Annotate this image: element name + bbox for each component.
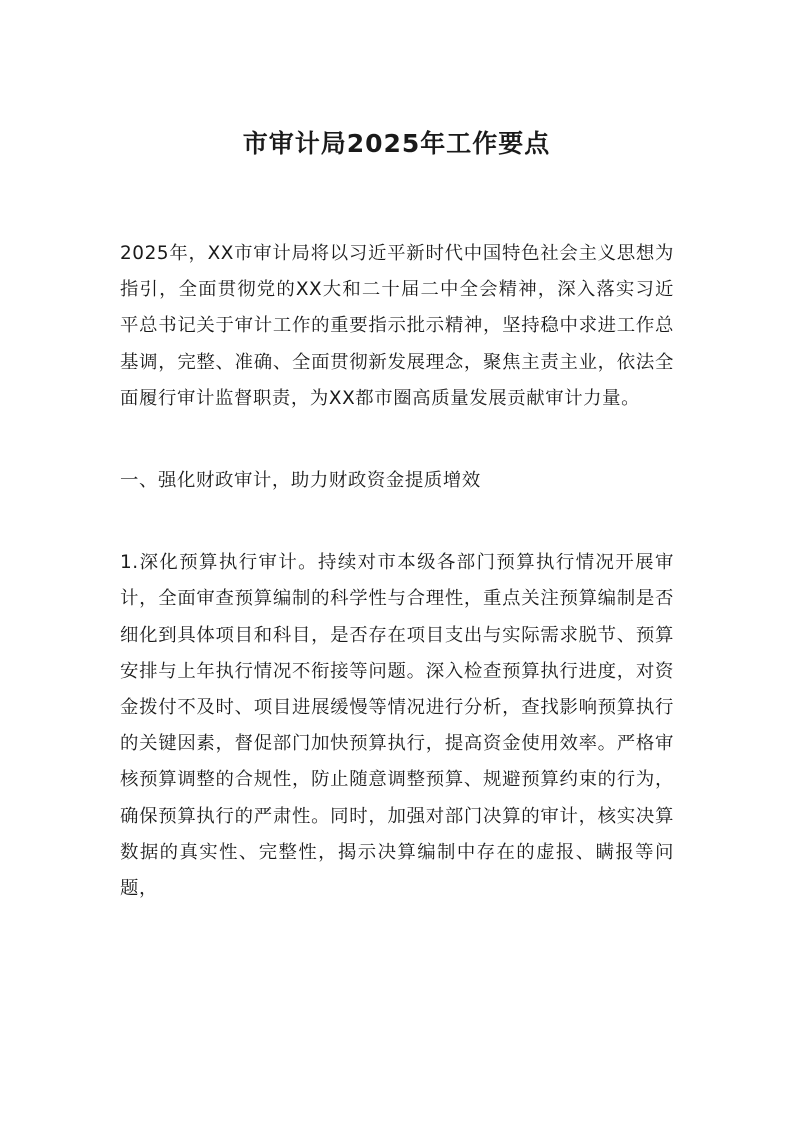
document-body xyxy=(120,236,674,907)
section-heading-1: 一、强化财政审计，助力财政资金提质增效 xyxy=(120,470,481,492)
intro-paragraph: 2025年，XX市审计局将以习近平新时代中国特色社会主义思想为指引，全面贯彻党的XX大和二十届二中全会精神，深入落实习近平总书记关于审计工作的重要指示批示精神，坚持稳中求进工作总基调，完整、准确、全面贯彻新发展理念，聚焦主责主业，依法全面履行审计监督职责，为XX都市圈高质量发展贡献审计力量。 xyxy=(120,243,674,409)
section-1-item-1-paragraph: 1.深化预算执行审计。持续对市本级各部门预算执行情况开展审计，全面审查预算编制的科学性与合理性，重点关注预算编制是否细化到具体项目和科目，是否存在项目支出与实际需求脱节、预算安排与上年执行情况不衔接等问题。深入检查预算执行进度，对资金拨付不及时、项目进展缓慢等情况进行分析，查找影响预算执行的关键因素，督促部门加快预算执行，提高资金使用效率。严格审核预算调整的合规性，防止随意调整预算、规避预算约束的行为，确保预算执行的严肃性。同时，加强对部门决算的审计，核实决算数据的真实性、完整性，揭示决算编制中存在的虚报、瞒报等问题， xyxy=(120,552,674,900)
document-title: 市审计局2025年工作要点 xyxy=(242,129,551,158)
